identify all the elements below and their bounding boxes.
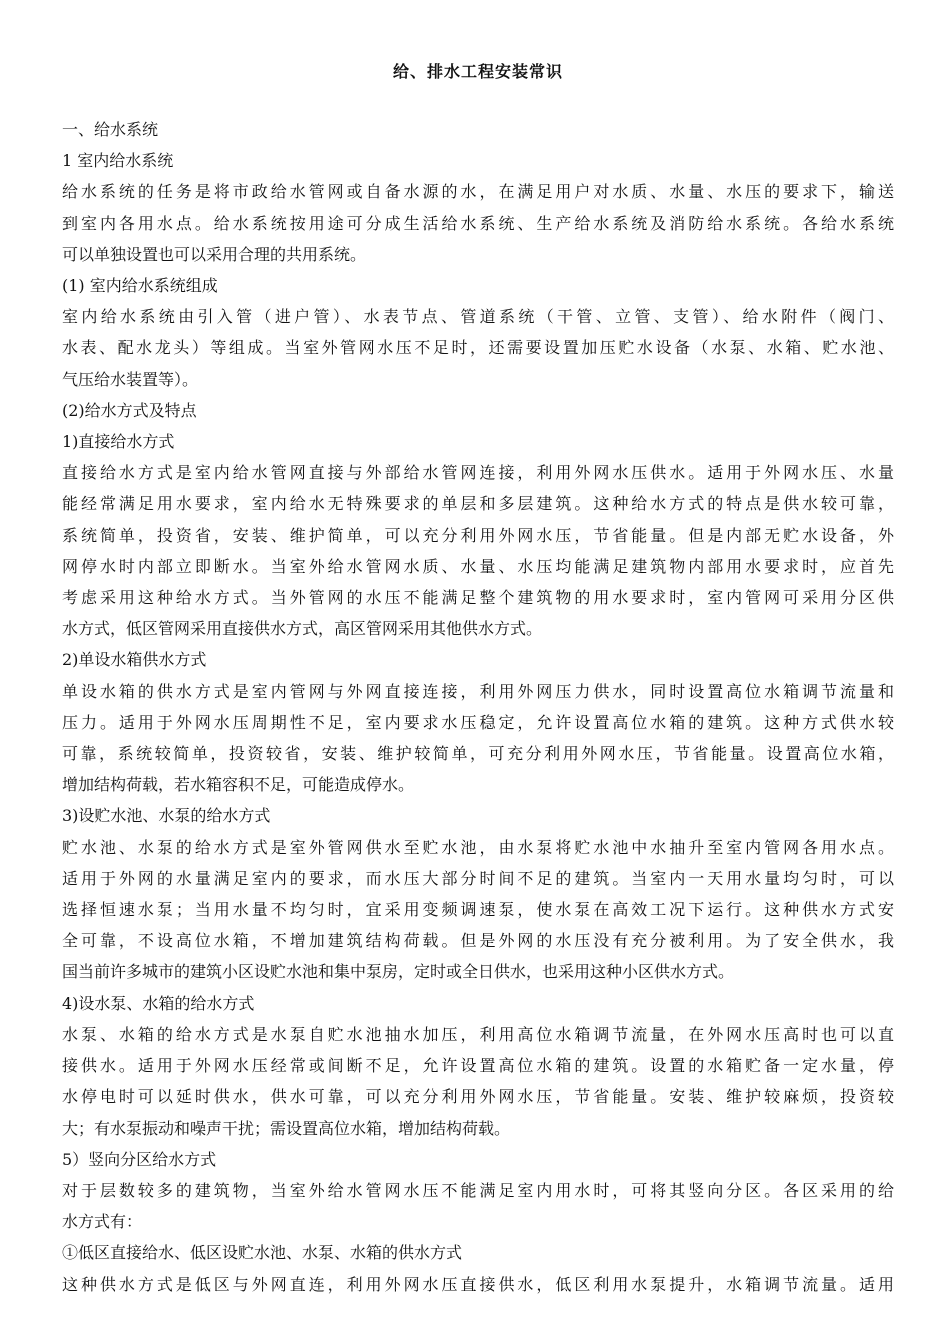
body-line: 对于层数较多的建筑物，当室外给水管网水压不能满足室内用水时，可将其竖向分区。各区采用的给 [62,1180,894,1200]
subheading-single-tank-supply: 2)单设水箱供水方式 [62,650,207,670]
body-line: 到室内各用水点。给水系统按用途可分成生活给水系统、生产给水系统及消防给水系统。各给水系统 [62,213,894,233]
body-line: 水表、配水龙头）等组成。当室外管网水压不足时，还需要设置加压贮水设备（水泵、水箱、贮水池、 [62,338,894,358]
body-line: 可靠，系统较简单，投资较省，安装、维护较简单，可充分利用外网水压，节省能量。设置高位水箱， [62,744,894,764]
document-title: 给、排水工程安装常识 [392,62,563,81]
subheading-supply-methods: (2)给水方式及特点 [62,400,197,420]
body-line: 可以单独设置也可以采用合理的共用系统。 [62,244,367,264]
document-page [62,56,894,1300]
subheading-vertical-zoning: 5）竖向分区给水方式 [62,1149,217,1169]
body-line: 给水系统的任务是将市政给水管网或自备水源的水，在满足用户对水质、水量、水压的要求下，输送 [62,182,894,202]
body-line: 全可靠，不设高位水箱，不增加建筑结构荷载。但是外网的水压没有充分被利用。为了安全供水，我 [62,931,894,951]
heading-indoor-water-supply: 1 室内给水系统 [62,151,174,171]
body-line: 水方式有： [62,1212,143,1232]
body-line: 水停电时可以延时供水，供水可靠，可以充分利用外网水压，节省能量。安装、维护较麻烦，投资较 [62,1087,894,1107]
subheading-reservoir-pump-supply: 3)设贮水池、水泵的给水方式 [62,806,271,826]
heading-water-supply-system: 一、给水系统 [62,120,159,139]
body-line: 考虑采用这种给水方式。当外管网的水压不能满足整个建筑物的用水要求时，室内管网可采用分区供 [62,588,894,608]
body-line: 能经常满足用水要求，室内给水无特殊要求的单层和多层建筑。这种给水方式的特点是供水较可靠， [62,494,894,514]
body-line: 单设水箱的供水方式是室内管网与外网直接连接，利用外网压力供水，同时设置高位水箱调节流量和 [62,681,894,701]
body-line: 接供水。适用于外网水压经常或间断不足，允许设置高位水箱的建筑。设置的水箱贮备一定水量，停 [62,1056,894,1076]
body-line: 国当前许多城市的建筑小区设贮水池和集中泵房，定时或全日供水，也采用这种小区供水方式。 [62,962,735,982]
body-line: 适用于外网的水量满足室内的要求，而水压大部分时间不足的建筑。当室内一天用水量均匀时，可以 [62,868,894,888]
body-line: 系统简单，投资省，安装、维护简单，可以充分利用外网水压，节省能量。但是内部无贮水设备，外 [62,525,894,545]
body-line: 贮水池、水泵的给水方式是室外管网供水至贮水池，由水泵将贮水池中水抽升至室内管网各用水点。 [62,837,894,857]
body-line: 气压给水装置等）。 [62,369,199,389]
body-line: 选择恒速水泵；当用水量不均匀时，宜采用变频调速泵，使水泵在高效工况下运行。这种供水方式安 [62,900,894,920]
subheading-system-composition: (1) 室内给水系统组成 [62,276,218,296]
subheading-low-zone-direct: ①低区直接给水、低区设贮水池、水泵、水箱的供水方式 [62,1243,463,1263]
body-line: 增加结构荷载，若水箱容积不足，可能造成停水。 [62,775,415,795]
body-line: 水泵、水箱的给水方式是水泵自贮水池抽水加压，利用高位水箱调节流量，在外网水压高时也可以直 [62,1024,894,1044]
subheading-direct-supply: 1)直接给水方式 [62,432,175,452]
subheading-pump-tank-supply: 4)设水泵、水箱的给水方式 [62,993,255,1013]
body-line: 大；有水泵振动和噪声干扰；需设置高位水箱，增加结构荷载。 [62,1118,511,1138]
body-line: 直接给水方式是室内给水管网直接与外部给水管网连接，利用外网水压供水。适用于外网水压、水量 [62,463,894,483]
body-line: 室内给水系统由引入管（进户管）、水表节点、管道系统（干管、立管、支管）、给水附件（阀门、 [62,307,894,327]
body-line: 这种供水方式是低区与外网直连，利用外网水压直接供水，低区利用水泵提升，水箱调节流量。适用 [62,1274,894,1294]
body-line: 水方式，低区管网采用直接供水方式，高区管网采用其他供水方式。 [62,619,543,639]
body-line: 网停水时内部立即断水。当室外给水管网水质、水量、水压均能满足建筑物内部用水要求时，应首先 [62,556,894,576]
body-line: 压力。适用于外网水压周期性不足，室内要求水压稳定，允许设置高位水箱的建筑。这种方式供水较 [62,712,894,732]
